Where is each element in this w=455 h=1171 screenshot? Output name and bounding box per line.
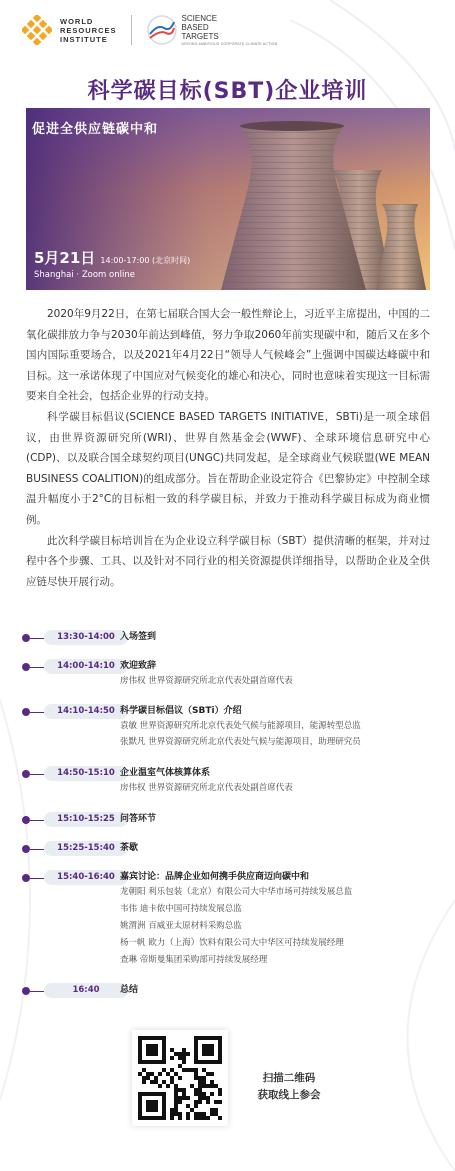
agenda-speaker: 袁敏 世界资源研究所北京代表处气候与能源项目，能源转型总监: [120, 721, 361, 731]
sbt-logo-text: SCIENCE BASED TARGETS DRIVING AMBITIOUS CORPORATE CLIMATE ACTION: [181, 13, 278, 46]
header-logos: [22, 10, 277, 50]
agenda-time: 16:40: [44, 983, 128, 998]
timeline-dot: [22, 987, 30, 995]
logo-divider: [131, 15, 132, 45]
agenda-time: 15:25-15:40: [44, 841, 128, 856]
agenda-speaker: 张默凡 世界资源研究所北京代表处气候与能源项目，助理研究员: [120, 737, 361, 747]
hero-banner: [26, 108, 430, 290]
agenda-speaker: 房伟权 世界资源研究所北京代表处副首席代表: [120, 783, 293, 793]
qr-caption: 扫描二维码 获取线上参会: [257, 1072, 321, 1101]
agenda-time: 14:10-14:50: [44, 704, 128, 719]
agenda-speaker: 查琳 帝斯曼集团采购部可持续发展经理: [120, 955, 268, 965]
timeline-dot: [22, 816, 30, 824]
agenda-title: 嘉宾讨论：品牌企业如何携手供应商迈向碳中和: [120, 872, 310, 882]
agenda-title: 茶歇: [120, 843, 139, 853]
agenda-speaker: 龙朝阳 利乐包装（北京）有限公司大中华市场可持续发展总监: [120, 887, 353, 897]
agenda-title: 问答环节: [120, 814, 157, 824]
agenda-title: 科学碳目标倡议（SBTi）介绍: [120, 706, 242, 716]
intro-paragraph: 2020年9月22日，在第七届联合国大会一般性辩论上，习近平主席提出，中国的二氧化碳排放力争与2030年前达到峰值，努力争取2060年前实现碳中和，随后又在多个国内国际重要场合，以及2021年4月22日“领导人气候峰会”上强调中国碳达峰碳中和目标。这一承诺体现了中国应对气候变化的雄心和决心，同时也意味着实现这一目标需要来自全社会，包括企业界的行动支持。: [26, 308, 430, 403]
agenda-title: 总结: [120, 985, 139, 995]
hero-subtitle: 促进全供应链碳中和: [32, 122, 159, 137]
intro-paragraph: 科学碳目标倡议(SCIENCE BASED TARGETS INITIATIVE，SBTi)是一项全球倡议，由世界资源研究所(WRI)、世界自然基金会(WWF)、全球环境信息研究中心(CDP)、以及联合国全球契约项目(UNGC)共同发起，是全球商业气候联盟(WE MEAN BUSINESS COALITION)的组成部分。旨在帮助企业设定符合《巴黎协定》中控制全球温升幅度小于2°C的目标相一致的科学碳目标，并致力于推动科学碳目标成为商业惯例。: [26, 410, 430, 526]
event-location: Shanghai · Zoom online: [34, 270, 135, 280]
agenda-speaker: 房伟权 世界资源研究所北京代表处副首席代表: [120, 676, 293, 686]
agenda-time: 14:00-14:10: [44, 659, 128, 674]
agenda-title: 入场签到: [120, 632, 157, 642]
agenda-speaker: 韦伟 迪卡侬中国可持续发展总监: [120, 904, 242, 914]
page-title: 科学碳目标(SBT)企业培训: [87, 79, 368, 104]
agenda-time: 15:10-15:25: [44, 812, 128, 827]
timeline-dot: [22, 663, 30, 671]
timeline-dot: [22, 845, 30, 853]
event-day: 5月21日: [34, 249, 96, 267]
timeline-dot: [22, 770, 30, 778]
wri-logo-text: WORLD RESOURCES INSTITUTE: [60, 16, 117, 44]
event-date: [34, 247, 190, 268]
intro-text: [26, 304, 430, 592]
event-time: 14:00-17:00 (北京时间): [100, 256, 191, 265]
timeline-dot: [22, 634, 30, 642]
agenda-speaker: 姚渭洲 百威亚太原材料采购总监: [120, 921, 242, 931]
qr-code[interactable]: [132, 1030, 228, 1126]
wri-logo-icon: [22, 15, 52, 45]
agenda-speaker: 杨一帆 欧力（上海）饮料有限公司大中华区可持续发展经理: [120, 938, 344, 948]
sbt-logo-icon: [146, 14, 178, 46]
timeline-dot: [22, 708, 30, 716]
agenda-title: 欢迎致辞: [120, 661, 157, 671]
agenda-time: 15:40-16:40: [44, 870, 128, 885]
agenda-time: 13:30-14:00: [44, 630, 128, 645]
agenda-title: 企业温室气体核算体系: [120, 768, 211, 778]
qr-code-image: [138, 1036, 222, 1120]
intro-paragraph: 此次科学碳目标培训旨在为企业设立科学碳目标（SBT）提供清晰的框架，并对过程中各个步骤、工具、以及针对不同行业的相关资源提供详细指导，以帮助企业及全供应链尽快开展行动。: [26, 534, 430, 588]
timeline-dot: [22, 874, 30, 882]
agenda-time: 14:50-15:10: [44, 766, 128, 781]
